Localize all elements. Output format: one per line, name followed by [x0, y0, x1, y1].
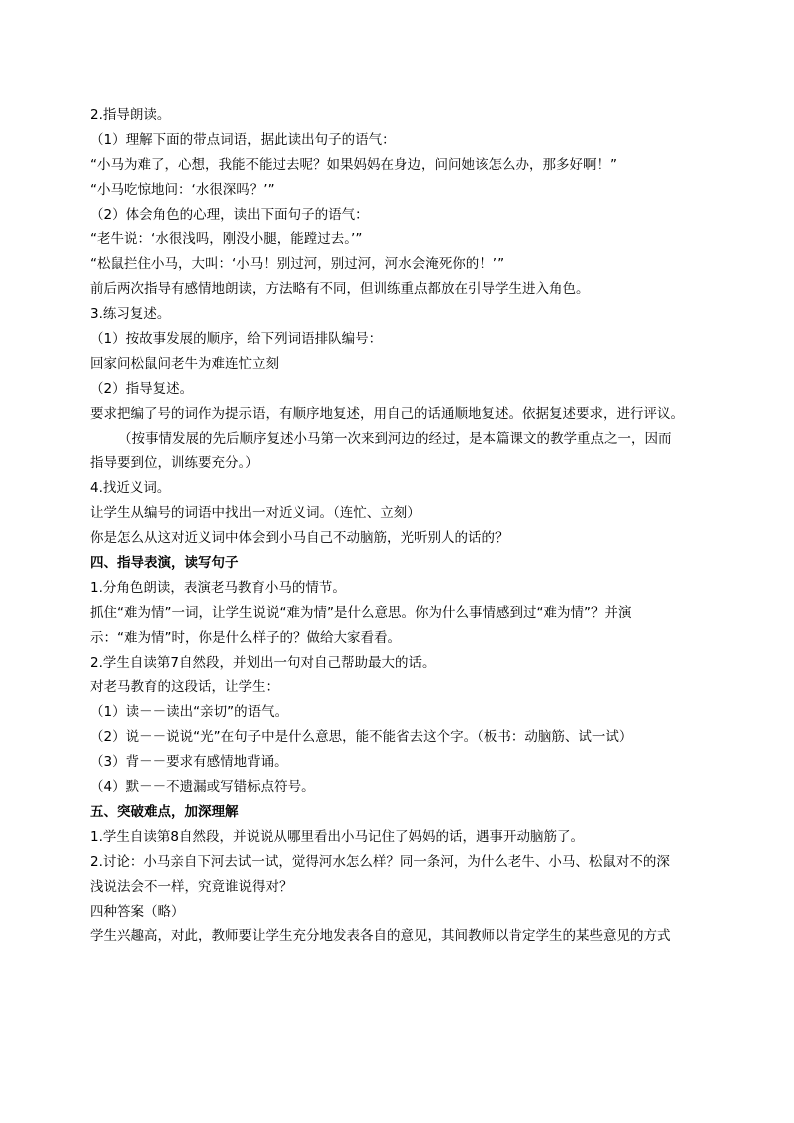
text-line: “老牛说：‘水很浅吗，刚没小腿，能蹚过去。’” [90, 231, 363, 248]
text-line: （1）读－－读出“亲切”的语气。 [90, 704, 289, 721]
text-line: （3）背－－要求有感情地背诵。 [90, 754, 288, 771]
document-body [90, 103, 710, 949]
text-line: 让学生从编号的词语中找出一对近义词。（连忙、立刻） [90, 505, 421, 522]
text-line: （1）按故事发展的顺序，给下列词语排队编号： [90, 331, 383, 348]
text-line: 1.学生自读第8自然段，并说说从哪里看出小马记住了妈妈的话，遇事开动脑筋了。 [90, 828, 584, 845]
text-line: “松鼠拦住小马，大叫：‘小马！别过河，别过河，河水会淹死你的！’” [90, 256, 505, 273]
text-line: 回家问松鼠问老牛为难连忙立刻 [90, 355, 279, 372]
text-line: 2.讨论：小马亲自下河去试一试，觉得河水怎么样？同一条河，为什么老牛、小马、松鼠对不的深 [90, 853, 670, 870]
text-line: （1）理解下面的带点词语，据此读出句子的语气： [90, 131, 396, 148]
text-line: 2.学生自读第7自然段，并划出一句对自己帮助最大的话。 [90, 654, 436, 671]
text-line: 要求把编了号的词作为提示语，有顺序地复述，用自己的话通顺地复述。依据复述要求，进行评议。 [90, 405, 684, 422]
text-line: 你是怎么从这对近义词中体会到小马自己不动脑筋，光听别人的话的？ [90, 530, 509, 547]
text-line: （2）说－－说说“光”在句子中是什么意思，能不能省去这个字。（板书：动脑筋、试一试） [90, 729, 633, 746]
text-line: （2）体会角色的心理，读出下面句子的语气： [90, 206, 369, 223]
text-line: 对老马教育的这段话，让学生： [90, 679, 279, 696]
text-line: 学生兴趣高，对此，教师要让学生充分地发表各自的意见，其间教师以肯定学生的某些意见的方式 [90, 928, 671, 945]
text-line: 示：“难为情”时，你是什么样子的？做给大家看看。 [90, 629, 401, 646]
text-line: 2.指导朗读。 [90, 107, 171, 123]
text-line: 指导要到位，训练要充分。） [90, 455, 259, 472]
section-heading: 四、指导表演，读写句子 [90, 555, 239, 572]
section-heading: 五、突破难点，加深理解 [90, 803, 239, 820]
text-line: 浅说法会不一样，究竟谁说得对？ [90, 878, 293, 895]
text-line: 抓住“难为情”一词，让学生说说“难为情”是什么意思。你为什么事情感到过“难为情”？并演 [90, 604, 632, 621]
text-line: 前后两次指导有感情地朗读，方法略有不同，但训练重点都放在引导学生进入角色。 [90, 281, 590, 298]
text-line: （按事情发展的先后顺序复述小马第一次来到河边的经过，是本篇课文的教学重点之一，因而 [118, 430, 672, 447]
text-line: 4.找近义词。 [90, 480, 171, 497]
text-line: 3.练习复述。 [90, 306, 171, 323]
text-line: （2）指导复述。 [90, 380, 194, 397]
text-line: “小马吃惊地问：‘水很深吗？’” [90, 181, 275, 198]
text-line: 四种答案（略） [90, 903, 185, 920]
text-line: “小马为难了，心想，我能不能过去呢？如果妈妈在身边，问问她该怎么办，那多好啊！” [90, 156, 617, 173]
text-line: 1.分角色朗读，表演老马教育小马的情节。 [90, 579, 346, 596]
text-line: （4）默－－不遗漏或写错标点符号。 [90, 779, 315, 796]
